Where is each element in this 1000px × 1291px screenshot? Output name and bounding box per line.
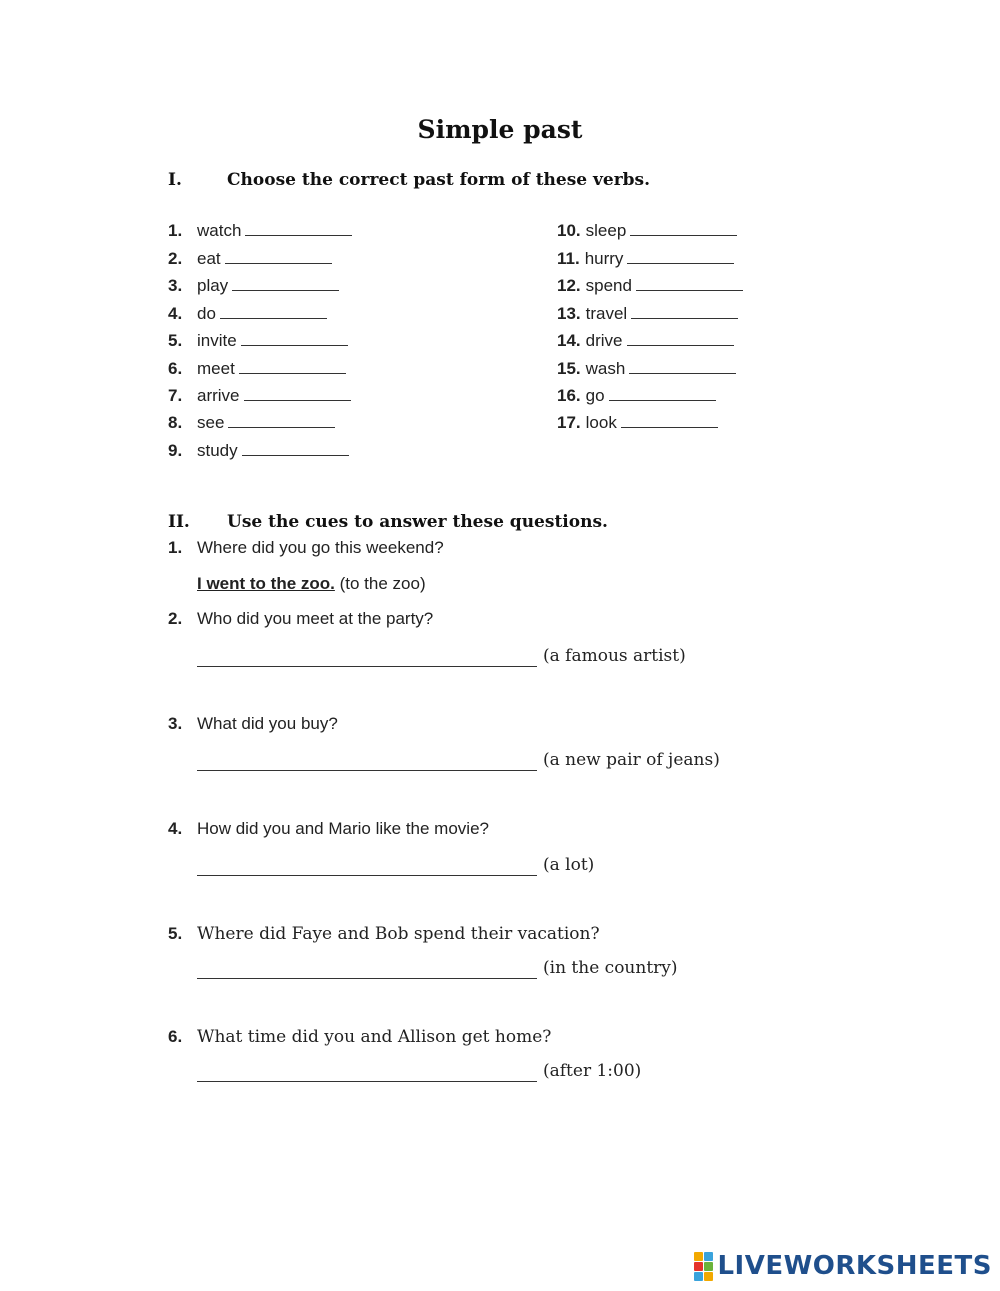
item-number: 7. [168, 386, 183, 405]
item-number: 1. [168, 221, 183, 240]
section-1-number: I. [168, 170, 182, 190]
verb-text: go [585, 386, 605, 405]
verb-text: eat [197, 249, 221, 268]
verb-item [168, 275, 339, 297]
answer-blank[interactable] [241, 330, 348, 346]
verb-text: watch [197, 221, 242, 240]
answer-blank[interactable] [631, 303, 738, 319]
question-text: Where did Faye and Bob spend their vacation? [197, 924, 600, 944]
verb-text: travel [585, 304, 628, 323]
cue-text: (a new pair of jeans) [543, 750, 720, 770]
verb-item [168, 220, 352, 242]
verb-text: sleep [585, 221, 627, 240]
question [168, 819, 489, 839]
question-number: 4. [168, 819, 183, 838]
answer-blank[interactable] [627, 248, 734, 264]
question-text: What did you buy? [197, 714, 338, 733]
verb-text: meet [197, 359, 235, 378]
item-number: 16. [557, 386, 581, 405]
question-number: 3. [168, 714, 183, 733]
verb-text: arrive [197, 386, 240, 405]
question [168, 609, 433, 629]
verb-item [168, 303, 327, 325]
verb-text: wash [585, 359, 626, 378]
page-title: Simple past [417, 115, 583, 144]
question [168, 714, 338, 734]
verb-item [168, 385, 351, 407]
answer-blank[interactable] [244, 385, 351, 401]
answer-blank[interactable] [629, 358, 736, 374]
verb-text: do [197, 304, 216, 323]
item-number: 8. [168, 413, 183, 432]
answer-blank[interactable] [239, 358, 346, 374]
section-2-instruction: Use the cues to answer these questions. [227, 512, 608, 532]
question-number: 5. [168, 924, 183, 943]
answer-blank[interactable] [636, 275, 743, 291]
example-answer-text: I went to the zoo. [197, 574, 335, 593]
verb-item [168, 358, 346, 380]
answer-blank[interactable] [220, 303, 327, 319]
verb-item [557, 303, 738, 325]
answer-blank[interactable] [225, 248, 332, 264]
question [168, 1027, 551, 1047]
logo-blocks-icon [694, 1252, 713, 1281]
verb-text: spend [585, 276, 632, 295]
item-number: 2. [168, 249, 183, 268]
answer-line[interactable] [197, 874, 537, 876]
item-number: 17. [557, 413, 581, 432]
cue-text: (after 1:00) [543, 1061, 642, 1081]
verb-item [557, 220, 737, 242]
verb-text: hurry [584, 249, 624, 268]
verb-item [557, 412, 718, 434]
answer-blank[interactable] [242, 440, 349, 456]
question-text: Who did you meet at the party? [197, 609, 434, 628]
verb-item [168, 440, 349, 462]
verb-text: look [585, 413, 617, 432]
answer-line[interactable] [197, 1080, 537, 1082]
item-number: 14. [557, 331, 581, 350]
verb-text: play [197, 276, 229, 295]
item-number: 15. [557, 359, 581, 378]
answer-blank[interactable] [232, 275, 339, 291]
brand-logo[interactable] [694, 1251, 992, 1281]
question-text: How did you and Mario like the movie? [197, 819, 489, 838]
question-number: 2. [168, 609, 183, 628]
brand-name: LIVEWORKSHEETS [717, 1251, 992, 1281]
verb-text: see [197, 413, 225, 432]
answer-blank[interactable] [245, 220, 352, 236]
verb-item [557, 358, 736, 380]
example-cue: (to the zoo) [339, 574, 426, 593]
section-2-number: II. [168, 512, 190, 532]
verb-text: study [197, 441, 238, 460]
verb-item [557, 330, 734, 352]
verb-text: drive [585, 331, 623, 350]
verb-item [557, 275, 743, 297]
question-text: Where did you go this weekend? [197, 538, 444, 557]
verb-item [557, 248, 734, 270]
answer-blank[interactable] [228, 412, 335, 428]
example-answer [197, 574, 426, 594]
answer-blank[interactable] [630, 220, 737, 236]
item-number: 9. [168, 441, 183, 460]
item-number: 11. [557, 249, 580, 268]
verb-item [557, 385, 716, 407]
item-number: 13. [557, 304, 581, 323]
question-text: What time did you and Allison get home? [197, 1027, 552, 1047]
verb-item [168, 248, 332, 270]
cue-text: (a lot) [543, 855, 595, 875]
verb-item [168, 330, 348, 352]
question-number: 1. [168, 538, 183, 557]
item-number: 5. [168, 331, 183, 350]
verb-text: invite [197, 331, 237, 350]
section-1-instruction: Choose the correct past form of these verbs. [227, 170, 651, 190]
answer-blank[interactable] [609, 385, 716, 401]
item-number: 10. [557, 221, 581, 240]
item-number: 12. [557, 276, 581, 295]
question [168, 924, 600, 944]
answer-line[interactable] [197, 977, 537, 979]
answer-blank[interactable] [621, 412, 718, 428]
question [168, 538, 444, 558]
item-number: 3. [168, 276, 183, 295]
answer-blank[interactable] [627, 330, 734, 346]
item-number: 4. [168, 304, 183, 323]
cue-text: (in the country) [543, 958, 678, 978]
answer-line[interactable] [197, 665, 537, 667]
item-number: 6. [168, 359, 183, 378]
verb-item [168, 412, 335, 434]
question-number: 6. [168, 1027, 183, 1046]
answer-line[interactable] [197, 769, 537, 771]
cue-text: (a famous artist) [543, 646, 686, 666]
